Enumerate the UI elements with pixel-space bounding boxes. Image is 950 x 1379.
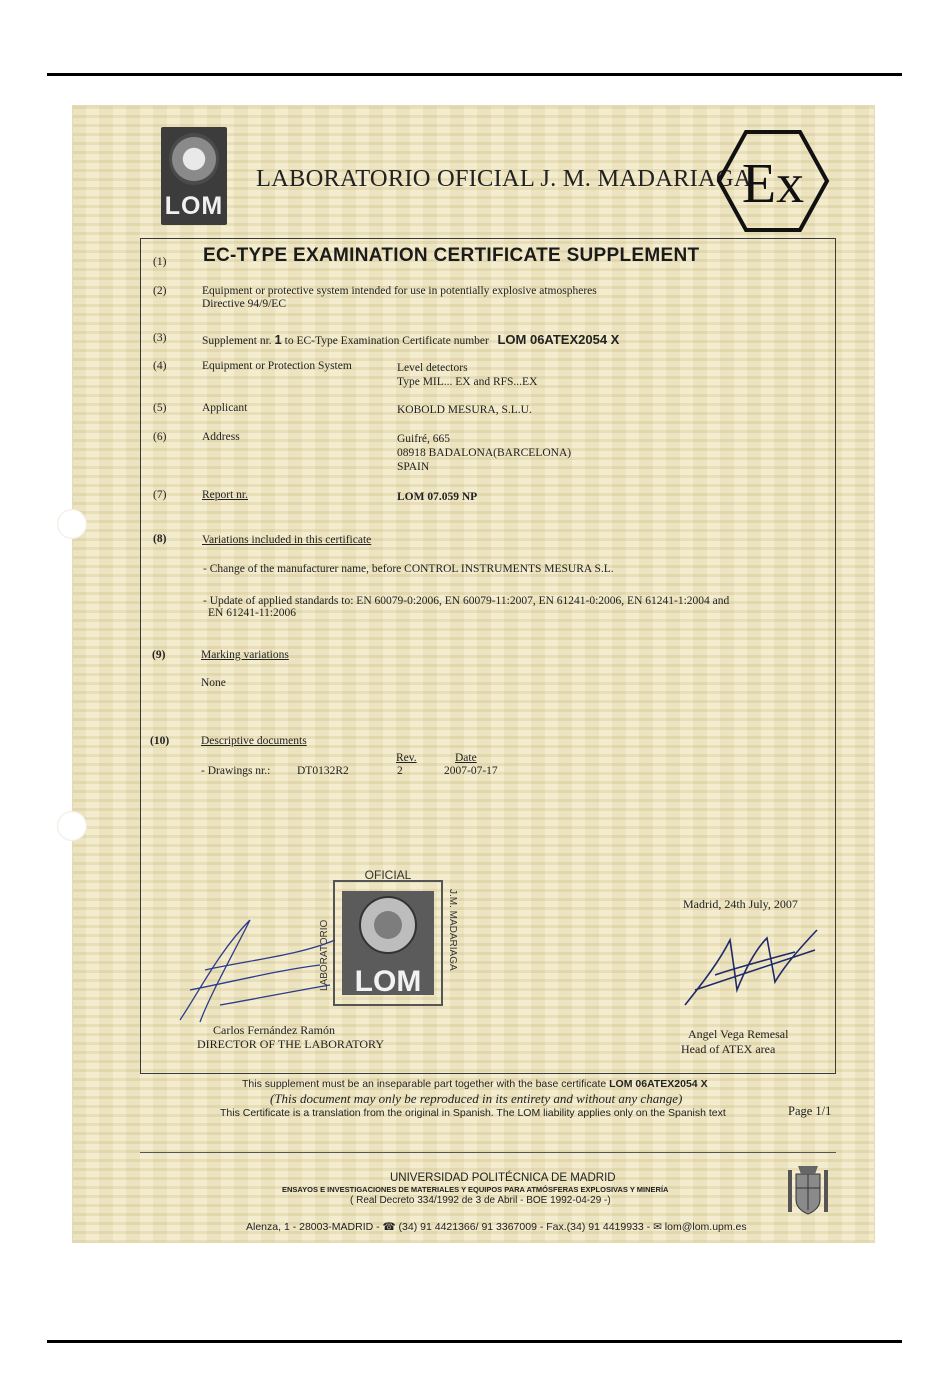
supplement-mid: to EC-Type Examination Certificate number [284,335,489,347]
right-signatory-name: Angel Vega Remesal [688,1027,789,1041]
equipment-label: Equipment or Protection System [202,360,352,372]
item-number: (4) [153,360,167,372]
place-date: Madrid, 24th July, 2007 [683,897,798,911]
item-number: (2) [153,285,167,297]
variation-manufacturer: - Change of the manufacturer name, before CONTROL INSTRUMENTS MESURA S.L. [203,563,614,575]
supplement-line [202,332,619,347]
drawing-rev: 2 [397,765,403,777]
drawings-label: - Drawings nr.: [201,765,271,777]
spain-coat-of-arms-icon [784,1160,832,1220]
address-line2: 08918 BADALONA(BARCELONA) [397,447,572,459]
left-signatory-title: DIRECTOR OF THE LABORATORY [197,1037,385,1051]
item-number: (5) [153,402,167,414]
lom-logo [161,127,227,225]
bottom-rule [47,1340,902,1343]
rev-header: Rev. [396,752,417,764]
translation-note: This Certificate is a translation from the original in Spanish. The LOM liability applies only on the Spanish text [220,1107,726,1119]
right-signatory-title: Head of ATEX area [681,1042,776,1056]
reproduction-note: (This document may only be reproduced in its entirety and without any change) [270,1091,683,1106]
punch-hole [57,509,87,539]
left-signature [160,910,350,1030]
marking-value: None [201,677,226,689]
ex-mark-text: Ex [741,153,805,215]
address-line1: Guifré, 665 [397,433,451,445]
ensayos-line: ENSAYOS E INVESTIGACIONES DE MATERIALES Y EQUIPOS PARA ATMÓSFERAS EXPLOSIVAS Y MINERÍA [282,1185,669,1194]
equipment-value1: Level detectors [397,362,468,374]
supplement-number: 1 [274,332,282,347]
lom-crest-icon [169,133,219,185]
report-label: Report nr. [202,489,248,501]
contact-line: Alenza, 1 - 28003-MADRID - ☎ (34) 91 4421366/ 91 3367009 - Fax.(34) 91 4419933 - ✉ lom@lom.upm.es [246,1221,747,1233]
equipment-value2: Type MIL... EX and RFS...EX [397,376,538,388]
university-name: UNIVERSIDAD POLITÉCNICA DE MADRID [390,1172,616,1184]
marking-label: Marking variations [201,649,289,661]
variation-standards-line2: EN 61241-11:2006 [208,607,297,619]
top-rule [47,73,902,76]
documents-label: Descriptive documents [201,735,307,747]
certificate-number: LOM 06ATEX2054 X [497,332,620,347]
stamp-center-text: LOM [354,965,422,998]
punch-hole [57,811,87,841]
applicant-value: KOBOLD MESURA, S.L.U. [397,404,532,416]
page-number: Page 1/1 [788,1104,832,1118]
equipment-directive-line2: Directive 94/9/EC [202,298,286,310]
ex-hexagon-icon [716,128,830,234]
equipment-directive-line1: Equipment or protective system intended for use in potentially explosive atmospheres [202,285,597,297]
stamp-top-text: OFICIAL [364,868,412,882]
supplement-note-cert: LOM 06ATEX2054 X [609,1078,708,1090]
item-number: (1) [153,256,167,268]
certificate-heading: EC-TYPE EXAMINATION CERTIFICATE SUPPLEMENT [203,245,700,266]
address-label: Address [202,431,240,443]
item-number: (9) [152,649,166,661]
decree-line: ( Real Decreto 334/1992 de 3 de Abril - BOE 1992-04-29 -) [350,1195,611,1206]
item-number: (7) [153,489,167,501]
applicant-label: Applicant [202,402,248,414]
left-signatory-name: Carlos Fernández Ramón [213,1023,335,1037]
supplement-note [242,1078,708,1090]
supplement-prefix: Supplement nr. [202,335,272,347]
date-header: Date [455,752,477,764]
item-number: (6) [153,431,167,443]
laboratory-name: LABORATORIO OFICIAL J. M. MADARIAGA [256,165,752,192]
item-number: (10) [150,735,170,747]
drawing-number: DT0132R2 [297,765,349,777]
item-number: (3) [153,332,167,344]
right-signature [675,920,825,1015]
address-line3: SPAIN [397,461,430,473]
supplement-note-text: This supplement must be an inseparable part together with the base certificate [242,1078,607,1090]
report-value: LOM 07.059 NP [397,491,478,503]
stamp-left-text: LABORATORIO [319,919,330,991]
stamp-right-text: J.M. MADARIAGA [447,889,458,971]
item-number: (8) [153,533,167,545]
footer-separator [140,1152,836,1153]
variations-label: Variations included in this certificate [202,534,372,546]
lom-logo-text: LOM [164,192,224,220]
variation-standards-line1: - Update of applied standards to: EN 60079-0:2006, EN 60079-11:2007, EN 61241-0:2006, EN 61241-1:2004 and [203,595,730,607]
drawing-date: 2007-07-17 [444,765,498,777]
